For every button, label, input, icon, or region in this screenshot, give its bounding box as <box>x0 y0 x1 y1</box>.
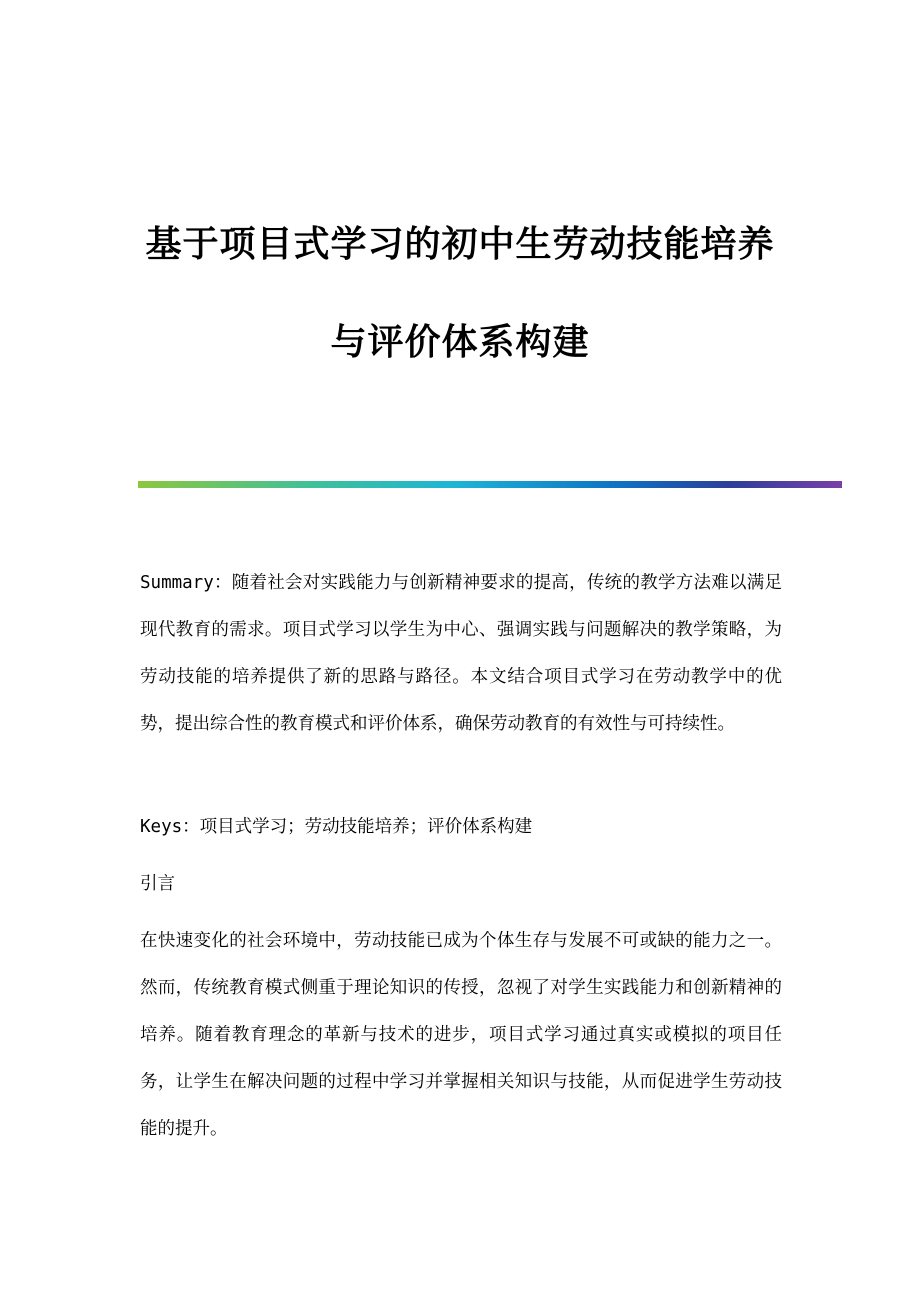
summary-paragraph <box>140 560 782 748</box>
keys-text: 项目式学习；劳动技能培养；评价体系构建 <box>199 817 533 837</box>
keys-label: Keys： <box>140 817 200 837</box>
keywords-paragraph <box>140 804 782 851</box>
summary-label: Summary： <box>140 573 232 593</box>
introduction-paragraph: 在快速变化的社会环境中，劳动技能已成为个体生存与发展不可或缺的能力之一。然而，传统教育模式侧重于理论知识的传授，忽视了对学生实践能力和创新精神的培养。随着教育理念的革新与技术的进步，项目式学习通过真实或模拟的项目任务，让学生在解决问题的过程中学习并掌握相关知识与技能，从而促进学生劳动技能的提升。 <box>140 931 782 1139</box>
gradient-divider <box>138 481 842 488</box>
summary-text: 随着社会对实践能力与创新精神要求的提高，传统的教学方法难以满足现代教育的需求。项目式学习以学生为中心、强调实践与问题解决的教学策略，为劳动技能的培养提供了新的思路与路径。本文结合项目式学习在劳动教学中的优势，提出综合性的教育模式和评价体系，确保劳动教育的有效性与可持续性。 <box>140 573 782 734</box>
document-title-line-1: 基于项目式学习的初中生劳动技能培养 <box>145 223 775 265</box>
introduction-heading: 引言 <box>140 874 175 894</box>
document-title-line-2: 与评价体系构建 <box>330 321 590 363</box>
